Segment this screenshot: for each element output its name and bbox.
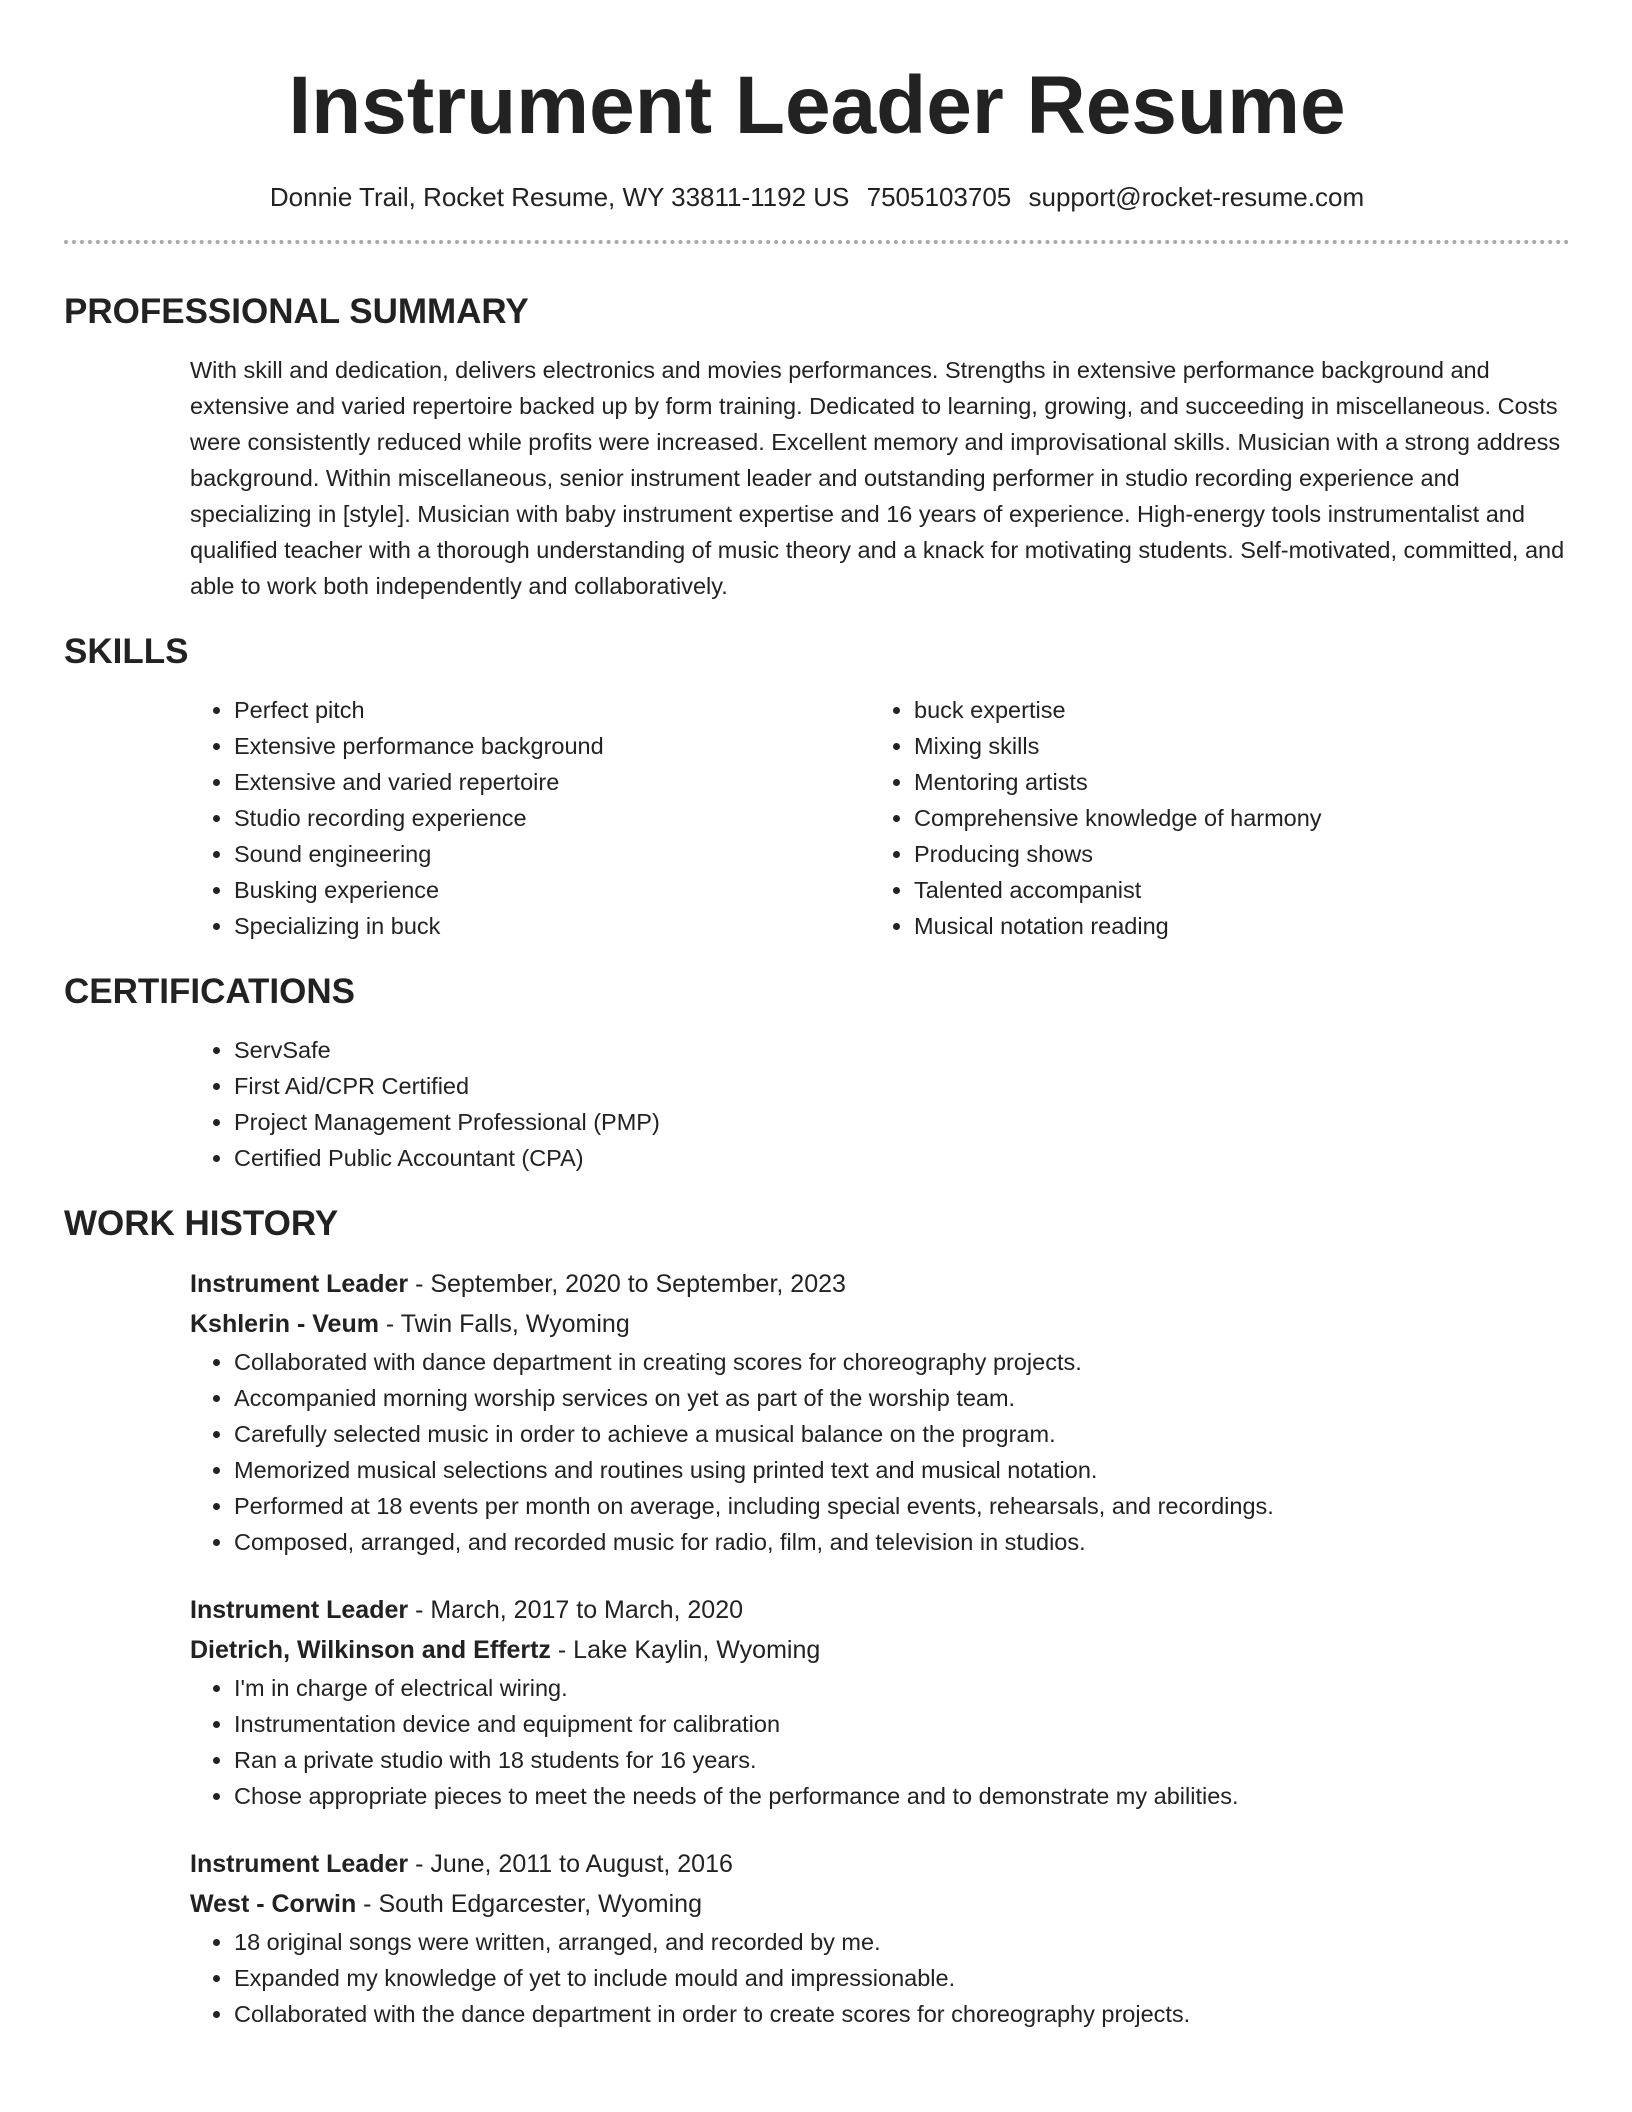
skill-item: • Extensive performance background	[234, 728, 870, 764]
work-history-section	[64, 1202, 1570, 2032]
job-title: Instrument Leader	[190, 1596, 409, 1624]
job-bullet: • 18 original songs were written, arranged, and recorded by me.	[234, 1924, 1570, 1960]
job-title-line	[190, 1264, 1570, 1304]
job-bullet: • Instrumentation device and equipment for calibration	[234, 1706, 1570, 1742]
skill-item: • Talented accompanist	[914, 872, 1550, 908]
job-company-line	[190, 1304, 1570, 1344]
job-title-line	[190, 1590, 1570, 1630]
resume-title: Instrument Leader Resume	[288, 60, 1346, 151]
resume-page	[64, 0, 1570, 2032]
skill-item: • Comprehensive knowledge of harmony	[914, 800, 1550, 836]
job-title: Instrument Leader	[190, 1850, 409, 1878]
job-entry	[190, 1590, 1570, 1814]
job-entry	[190, 1844, 1570, 2032]
job-bullet: • Carefully selected music in order to achieve a musical balance on the program.	[234, 1416, 1570, 1452]
job-bullet: • Memorized musical selections and routines using printed text and musical notation.	[234, 1452, 1570, 1488]
job-title: Instrument Leader	[190, 1270, 409, 1298]
skill-item: • buck expertise	[914, 692, 1550, 728]
skill-item: • Busking experience	[234, 872, 870, 908]
skills-column-left	[190, 692, 870, 944]
certification-item: • First Aid/CPR Certified	[234, 1068, 1570, 1104]
job-location: - Lake Kaylin, Wyoming	[557, 1636, 821, 1664]
skills-column-right	[870, 692, 1550, 944]
contact-address: Donnie Trail, Rocket Resume, WY 33811-1192 US	[269, 182, 850, 212]
job-bullet: • Accompanied morning worship services on yet as part of the worship team.	[234, 1380, 1570, 1416]
certification-item: • Project Management Professional (PMP)	[234, 1104, 1570, 1140]
job-company: Kshlerin - Veum	[190, 1310, 379, 1338]
skill-item: • Mixing skills	[914, 728, 1550, 764]
job-bullet: • Collaborated with the dance department in order to create scores for choreography projects.	[234, 1996, 1570, 2032]
job-entry	[190, 1264, 1570, 1560]
job-bullet: • Chose appropriate pieces to meet the needs of the performance and to demonstrate my abilities.	[234, 1778, 1570, 1814]
job-dates: - June, 2011 to August, 2016	[415, 1850, 733, 1878]
job-title-line	[190, 1844, 1570, 1884]
job-bullet: • I'm in charge of electrical wiring.	[234, 1670, 1570, 1706]
job-company-line	[190, 1884, 1570, 1924]
skill-item: • Mentoring artists	[914, 764, 1550, 800]
skill-item: • Studio recording experience	[234, 800, 870, 836]
certifications-section	[64, 970, 1570, 1176]
header-divider	[64, 240, 1570, 244]
contact-line	[64, 180, 1570, 214]
summary-section	[64, 290, 1570, 604]
skill-item: • Perfect pitch	[234, 692, 870, 728]
certification-item: • Certified Public Accountant (CPA)	[234, 1140, 1570, 1176]
job-company-line	[190, 1630, 1570, 1670]
job-bullet: • Composed, arranged, and recorded music for radio, film, and television in studios.	[234, 1524, 1570, 1560]
job-company: Dietrich, Wilkinson and Effertz	[190, 1636, 551, 1664]
skill-item: • Sound engineering	[234, 836, 870, 872]
skill-item: • Musical notation reading	[914, 908, 1550, 944]
job-company: West - Corwin	[190, 1890, 357, 1918]
job-bullet: • Ran a private studio with 18 students for 16 years.	[234, 1742, 1570, 1778]
job-dates: - September, 2020 to September, 2023	[415, 1270, 846, 1298]
skill-item: • Producing shows	[914, 836, 1550, 872]
summary-heading: PROFESSIONAL SUMMARY	[64, 292, 529, 331]
summary-text: With skill and dedication, delivers electronics and movies performances. Strengths in extensive performance background and extensive and varied repertoire backed up by form training. Dedicated to learning, growing, and succeeding in miscellaneous. Costs were consistently reduced while profits were increased. Excellent memory and improvisational skills. Musician with a strong address background. Within miscellaneous, senior instrument leader and outstanding performer in studio recording experience and specializing in [style]. Musician with baby instrument expertise and 16 years of experience. High-energy tools instrumentalist and qualified teacher with a thorough understanding of music theory and a knack for motivating students. Self-motivated, committed, and able to work both independently and collaboratively.	[190, 357, 1565, 599]
job-bullet: • Collaborated with dance department in creating scores for choreography projects.	[234, 1344, 1570, 1380]
certifications-heading: CERTIFICATIONS	[64, 972, 356, 1011]
skills-heading: SKILLS	[64, 632, 189, 671]
job-location: - South Edgarcester, Wyoming	[363, 1890, 702, 1918]
certification-item: • ServSafe	[234, 1032, 1570, 1068]
job-dates: - March, 2017 to March, 2020	[415, 1596, 744, 1624]
job-bullet: • Performed at 18 events per month on average, including special events, rehearsals, and recordings.	[234, 1488, 1570, 1524]
skill-item: • Extensive and varied repertoire	[234, 764, 870, 800]
contact-phone: 7505103705	[866, 182, 1012, 212]
contact-email: support@rocket-resume.com	[1028, 182, 1365, 212]
skills-section	[64, 630, 1570, 944]
skill-item: • Specializing in buck	[234, 908, 870, 944]
job-location: - Twin Falls, Wyoming	[385, 1310, 630, 1338]
work-history-heading: WORK HISTORY	[64, 1204, 339, 1243]
job-bullet: • Expanded my knowledge of yet to include mould and impressionable.	[234, 1960, 1570, 1996]
